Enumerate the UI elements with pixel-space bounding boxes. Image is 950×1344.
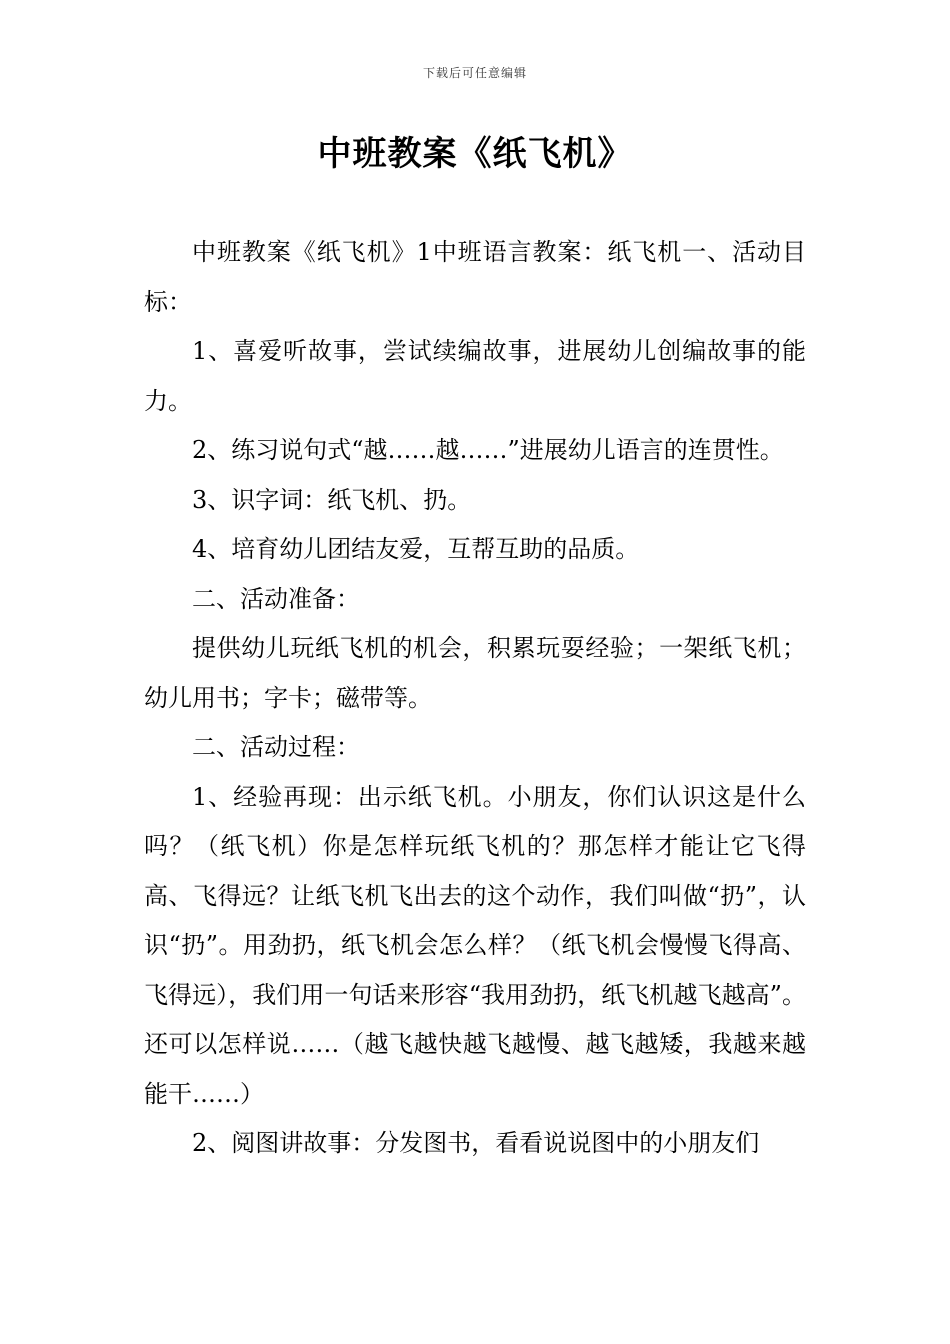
paragraph-goal-3: 3、识字词：纸飞机、扔。	[192, 485, 472, 514]
paragraph-goal-2: 2、练习说句式“越……越……”进展幼儿语言的连贯性。	[192, 436, 784, 464]
header-note: 下载后可任意编辑	[422, 66, 527, 80]
section-heading-process: 二、活动过程：	[192, 733, 360, 761]
paragraph-goal-1: 1、喜爱听故事，尝试续编故事，进展幼儿创编故事的能力。	[144, 337, 806, 415]
paragraph-process-2: 2、阅图讲故事：分发图书，看看说说图中的小朋友们	[192, 1129, 760, 1157]
paragraph-preparation: 提供幼儿玩纸飞机的机会，积累玩耍经验；一架纸飞机；幼儿用书；字卡；磁带等。	[144, 634, 806, 712]
paragraph-process-1: 1、经验再现：出示纸飞机。小朋友，你们认识这是什么吗？（纸飞机）你是怎样玩纸飞机的？那怎样才能让它飞得高、飞得远？让纸飞机飞出去的这个动作，我们叫做“扔”，认识“扔”。用劲扔，纸飞机会怎么样？（纸飞机会慢慢飞得高、飞得远），我们用一句话来形容“我用劲扔，纸飞机越飞越高”。还可以怎样说……（越飞越快越飞越慢、越飞越矮，我越来越能干……）	[144, 782, 806, 1108]
document-title: 中班教案《纸飞机》	[317, 134, 633, 174]
document-body	[144, 228, 806, 1169]
section-heading-preparation: 二、活动准备：	[192, 584, 360, 613]
paragraph-intro: 中班教案《纸飞机》1中班语言教案：纸飞机一、活动目标：	[144, 238, 806, 316]
paragraph-goal-4: 4、培育幼儿团结友爱，互帮互助的品质。	[192, 535, 640, 563]
